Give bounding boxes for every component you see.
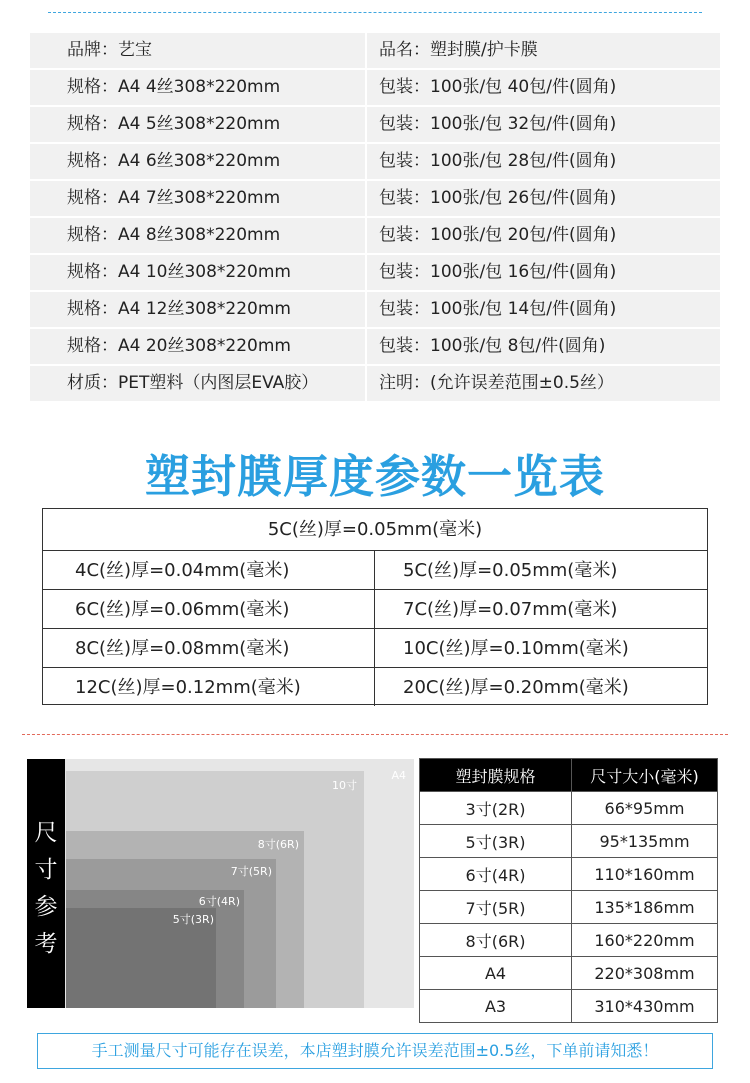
size-spec-cell: 7寸(5R) xyxy=(420,891,572,924)
size-dimension-cell: 66*95mm xyxy=(572,792,718,825)
spec-right-cell: 包装：100张/包 8包/件(圆角) xyxy=(367,329,720,364)
spec-right-cell: 包装：100张/包 32包/件(圆角) xyxy=(367,107,720,142)
error-notice-banner: 手工测量尺寸可能存在误差，本店塑封膜允许误差范围±0.5丝，下单前请知悉！ xyxy=(37,1033,713,1069)
spec-right-cell: 包装：100张/包 40包/件(圆角) xyxy=(367,70,720,105)
thickness-cell: 6C(丝)厚=0.06mm(毫米) xyxy=(43,590,375,628)
a4-size-label: A4 xyxy=(391,769,406,782)
thickness-cell: 10C(丝)厚=0.10mm(毫米) xyxy=(403,638,629,659)
size-spec-cell: 6寸(4R) xyxy=(420,858,572,891)
spec-row xyxy=(30,218,720,253)
spec-row xyxy=(30,255,720,290)
size-box-label: 5寸(3R) xyxy=(172,913,214,926)
label-char: 考 xyxy=(34,931,58,957)
label-char: 寸 xyxy=(34,857,58,883)
spec-row xyxy=(30,181,720,216)
spec-row xyxy=(30,33,720,68)
size-table-header: 塑封膜规格 xyxy=(420,759,572,792)
table-row xyxy=(420,924,718,957)
size-table xyxy=(419,758,718,1023)
thickness-row xyxy=(43,551,707,590)
spec-right-cell: 包装：100张/包 14包/件(圆角) xyxy=(367,292,720,327)
thickness-table xyxy=(42,508,708,705)
size-box-label: 10寸 xyxy=(332,779,357,792)
size-box-5in xyxy=(66,908,216,1008)
spec-row xyxy=(30,70,720,105)
spec-left-cell: 规格：A4 4丝308*220mm xyxy=(30,70,365,105)
spec-left-cell: 规格：A4 20丝308*220mm xyxy=(30,329,365,364)
size-reference-graphic xyxy=(27,759,414,1008)
spec-right-cell: 包装：100张/包 16包/件(圆角) xyxy=(367,255,720,290)
thickness-header: 5C(丝)厚=0.05mm(毫米) xyxy=(43,509,707,551)
spec-left-cell: 材质：PET塑料（内图层EVA胶） xyxy=(30,366,365,401)
size-dimension-cell: 160*220mm xyxy=(572,924,718,957)
size-table-header-row xyxy=(420,759,718,792)
thickness-cell: 8C(丝)厚=0.08mm(毫米) xyxy=(43,629,375,667)
thickness-cell: 7C(丝)厚=0.07mm(毫米) xyxy=(403,599,618,620)
spec-row xyxy=(30,144,720,179)
thickness-title: 塑封膜厚度参数一览表 xyxy=(144,450,605,503)
size-spec-cell: A3 xyxy=(420,990,572,1023)
spec-row xyxy=(30,107,720,142)
size-dimension-cell: 135*186mm xyxy=(572,891,718,924)
size-dimension-cell: 310*430mm xyxy=(572,990,718,1023)
size-reference-label xyxy=(27,759,65,1008)
size-spec-cell: 8寸(6R) xyxy=(420,924,572,957)
size-table-header: 尺寸大小(毫米) xyxy=(572,759,718,792)
spec-left-cell: 规格：A4 12丝308*220mm xyxy=(30,292,365,327)
thickness-row xyxy=(43,590,707,629)
thickness-cell: 12C(丝)厚=0.12mm(毫米) xyxy=(43,668,375,706)
spec-right-cell: 包装：100张/包 20包/件(圆角) xyxy=(367,218,720,253)
spec-left-cell: 规格：A4 10丝308*220mm xyxy=(30,255,365,290)
spec-right-cell: 注明：(允许误差范围±0.5丝） xyxy=(367,366,720,401)
middle-dashed-divider xyxy=(22,734,728,735)
size-spec-cell: A4 xyxy=(420,957,572,990)
size-dimension-cell: 220*308mm xyxy=(572,957,718,990)
top-dashed-divider xyxy=(48,12,702,13)
spec-left-cell: 规格：A4 8丝308*220mm xyxy=(30,218,365,253)
spec-row xyxy=(30,292,720,327)
table-row xyxy=(420,858,718,891)
table-row xyxy=(420,957,718,990)
thickness-row xyxy=(43,668,707,706)
spec-right-cell: 品名：塑封膜/护卡膜 xyxy=(367,33,720,68)
spec-left-cell: 规格：A4 5丝308*220mm xyxy=(30,107,365,142)
spec-left-cell: 规格：A4 6丝308*220mm xyxy=(30,144,365,179)
size-box-label: 8寸(6R) xyxy=(257,838,299,851)
spec-right-cell: 包装：100张/包 28包/件(圆角) xyxy=(367,144,720,179)
spec-row xyxy=(30,366,720,401)
size-box-label: 7寸(5R) xyxy=(230,865,272,878)
thickness-cell: 20C(丝)厚=0.20mm(毫米) xyxy=(403,677,629,698)
size-spec-cell: 5寸(3R) xyxy=(420,825,572,858)
spec-table xyxy=(30,33,720,403)
spec-left-cell: 规格：A4 7丝308*220mm xyxy=(30,181,365,216)
size-spec-cell: 3寸(2R) xyxy=(420,792,572,825)
spec-right-cell: 包装：100张/包 26包/件(圆角) xyxy=(367,181,720,216)
label-char: 参 xyxy=(34,894,58,920)
size-box-label: 6寸(4R) xyxy=(198,895,240,908)
spec-row xyxy=(30,329,720,364)
thickness-cell: 5C(丝)厚=0.05mm(毫米) xyxy=(403,560,618,581)
label-char: 尺 xyxy=(34,820,58,846)
spec-left-cell: 品牌：艺宝 xyxy=(30,33,365,68)
table-row xyxy=(420,891,718,924)
size-dimension-cell: 110*160mm xyxy=(572,858,718,891)
table-row xyxy=(420,825,718,858)
table-row xyxy=(420,990,718,1023)
thickness-row xyxy=(43,629,707,668)
table-row xyxy=(420,792,718,825)
thickness-cell: 4C(丝)厚=0.04mm(毫米) xyxy=(43,551,375,589)
size-dimension-cell: 95*135mm xyxy=(572,825,718,858)
